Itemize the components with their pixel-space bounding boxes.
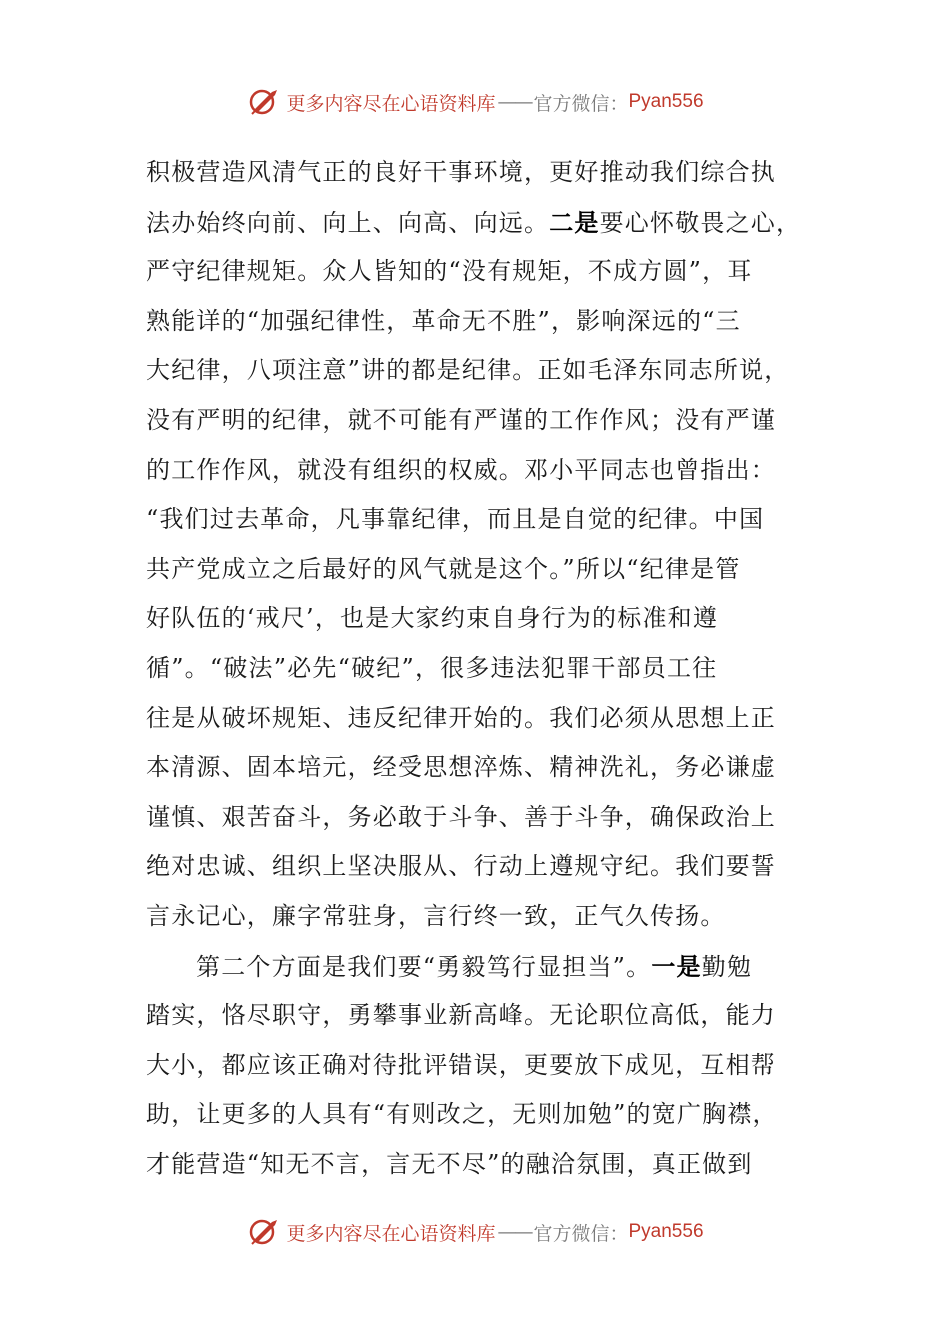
- text-line: 往是从破坏规矩、违反纪律开始的。我们必须从思想上正: [146, 703, 776, 732]
- text-line: 谨慎、艰苦奋斗，务必敢于斗争、善于斗争，确保政治上: [146, 802, 776, 831]
- document-body: [146, 148, 806, 1189]
- text-line: 没有严明的纪律，就不可能有严谨的工作作风；没有严谨: [146, 405, 776, 434]
- text-line: 第二个方面是我们要“勇毅笃行显担当”。一是勤勉: [196, 951, 753, 981]
- banner-dash: ——: [497, 1221, 532, 1243]
- text-line: 的工作作风，就没有组织的权威。邓小平同志也曾指出：: [146, 455, 776, 484]
- pen-nib-logo-icon: [246, 1214, 282, 1250]
- footer-banner: [0, 1212, 950, 1252]
- banner-wechat-id: Pyan556: [628, 1221, 704, 1242]
- text-line: 积极营造风清气正的良好干事环境，更好推动我们综合执: [146, 158, 776, 186]
- banner-main-text: 更多内容尽在心语资料库: [286, 92, 496, 115]
- pen-nib-logo-icon: [246, 84, 282, 120]
- header-banner: [0, 82, 950, 122]
- banner-wechat-id: Pyan556: [628, 91, 704, 112]
- bold-marker: 二是: [549, 207, 600, 237]
- text-line: 大纪律，八项注意”讲的都是纪律。正如毛泽东同志所说，: [146, 356, 790, 385]
- banner-dash: ——: [497, 91, 532, 113]
- banner-wechat-label: 官方微信：: [533, 1222, 629, 1245]
- text-line: 助，让更多的人具有“有则改之，无则加勉”的宽广胸襟，: [146, 1100, 778, 1129]
- text-line: 严守纪律规矩。众人皆知的“没有规矩，不成方圆”，耳: [146, 257, 753, 286]
- text-line: 踏实，恪尽职守，勇攀事业新高峰。无论职位高低，能力: [146, 1001, 776, 1030]
- text-line: 法办始终向前、向上、向高、向远。二是要心怀敬畏之心，: [146, 207, 802, 237]
- text-line: 共产党成立之后最好的风气就是这个。”所以“纪律是管: [146, 554, 741, 583]
- text-line: 好队伍的‘戒尺’，也是大家约束自身行为的标准和遵: [146, 604, 719, 633]
- text-line: 言永记心，廉字常驻身，言行终一致，正气久传扬。: [146, 901, 726, 930]
- text-line: 才能营造“知无不言，言无不尽”的融洽氛围，真正做到: [146, 1149, 753, 1178]
- banner-wechat-label: 官方微信：: [533, 92, 629, 115]
- bold-marker: 一是: [651, 951, 702, 981]
- text-line: 绝对忠诚、组织上坚决服从、行动上遵规守纪。我们要誓: [146, 852, 776, 881]
- text-line: 本清源、固本培元，经受思想淬炼、精神洗礼，务必谦虚: [146, 753, 776, 782]
- text-line: 熟能详的“加强纪律性，革命无不胜”，影响深远的“三: [146, 306, 741, 335]
- text-line: 循”。“破法”必先“破纪”，很多违法犯罪干部员工往: [146, 653, 718, 682]
- text-line: “我们过去革命，凡事靠纪律，而且是自觉的纪律。中国: [146, 505, 765, 534]
- banner-main-text: 更多内容尽在心语资料库: [286, 1222, 496, 1245]
- text-line: 大小，都应该正确对待批评错误，更要放下成见，互相帮: [146, 1050, 776, 1079]
